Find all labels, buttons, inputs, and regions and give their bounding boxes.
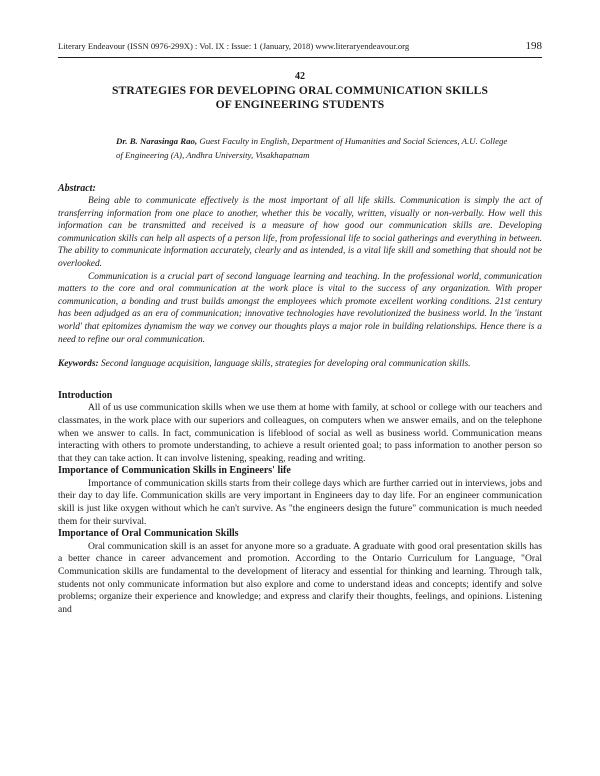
section-heading-oral: Importance of Oral Communication Skills — [58, 528, 239, 540]
article-number: 42 — [295, 71, 305, 82]
abstract — [58, 183, 542, 346]
introduction-paragraph: All of us use communication skills when we use them at home with family, at school or college with our teachers and classmates, in the work place with our superiors and colleagues, on computers when we answer emails, and on the telephone when we answer to calls. In fact, communication is lifeblood of social as well as business world. Communication means interacting with others to promote understanding, to achieve a result oriented goal; to pass information to another person so that they can take action. It can involve listening, speaking, reading and writing. — [58, 402, 542, 464]
page-number: 198 — [525, 40, 542, 52]
section-heading-importance: Importance of Communication Skills in Engineers' life — [58, 465, 291, 477]
keywords-text: Second language acquisition, language skills, strategies for developing oral communication skills. — [100, 359, 471, 370]
title-line-2: OF ENGINEERING STUDENTS — [215, 98, 385, 111]
title-line-1: STRATEGIES FOR DEVELOPING ORAL COMMUNICATION SKILLS — [111, 84, 489, 97]
importance-paragraph: Importance of communication skills starts from their college days which are further carried out in interviews, jobs and their day to day life. Communication skills are very important in Engineers day to day life. For an engineer communication skill is just like oxygen without which he can't survive. As "the engineers design the future" communication is much needed them for their survival. — [58, 477, 542, 527]
author-name: Dr. B. Narasinga Rao, — [116, 136, 198, 146]
keywords-label: Keywords: — [58, 359, 99, 370]
journal-citation: Literary Endeavour (ISSN 0976-299X) : Vol. IX : Issue: 1 (January, 2018) www.literaryendeavour.org — [58, 41, 410, 51]
abstract-heading: Abstract: — [58, 183, 96, 194]
header-rule — [58, 57, 542, 58]
keywords — [58, 358, 542, 371]
journal-page — [58, 40, 542, 616]
author-block — [116, 134, 516, 162]
abstract-paragraph-1: Being able to communicate effectively is the most important of all life skills. Communication is simply the act of transferring information from one place to another, whether this be vocally, written, visually or non-verbally. How well this information can be transmitted and received is a measure of how good our communication skills are. Developing communication skills can help all aspects of a person life, from professional life to social gatherings and everything in between. The ability to communicate information accurately, clearly and as intended, is a vital life skill and something that should not be overlooked. — [58, 196, 542, 269]
section-heading-introduction: Introduction — [58, 389, 113, 401]
article-title — [58, 84, 542, 112]
author-affiliation: Guest Faculty in English, Department of Humanities and Social Sciences, A.U. College of Engineering (A), Andhra University, Visakhapatnam — [116, 136, 508, 160]
abstract-paragraph-2: Communication is a crucial part of second language learning and teaching. In the professional world, communication matters to the core and oral communication at the work place is vital to the success of any organization. With proper communication, a bonding and trust builds amongst the employees which promote excellent working conditions. 21st century has been adjudged as an era of communication; innovative technologies have revolutionized the business world. In the 'instant world' that epitomizes dynamism the way we convey our thoughts plays a major role in building relationships. Hence there is a need to refine our oral communication. — [58, 271, 542, 345]
oral-paragraph: Oral communication skill is an asset for anyone more so a graduate. A graduate with good oral presentation skills has a better chance in career advancement and promotion. According to the Ontario Curriculum for Language, "Oral Communication skills are fundamental to the development of literacy and essential for thinking and learning. Through talk, students not only communicate information but also explore and come to understand ideas and concepts; identify and solve problems; organize their experience and knowledge; and express and clarify their thoughts, feelings, and opinions. Listening and — [58, 540, 542, 615]
running-header — [58, 40, 542, 52]
